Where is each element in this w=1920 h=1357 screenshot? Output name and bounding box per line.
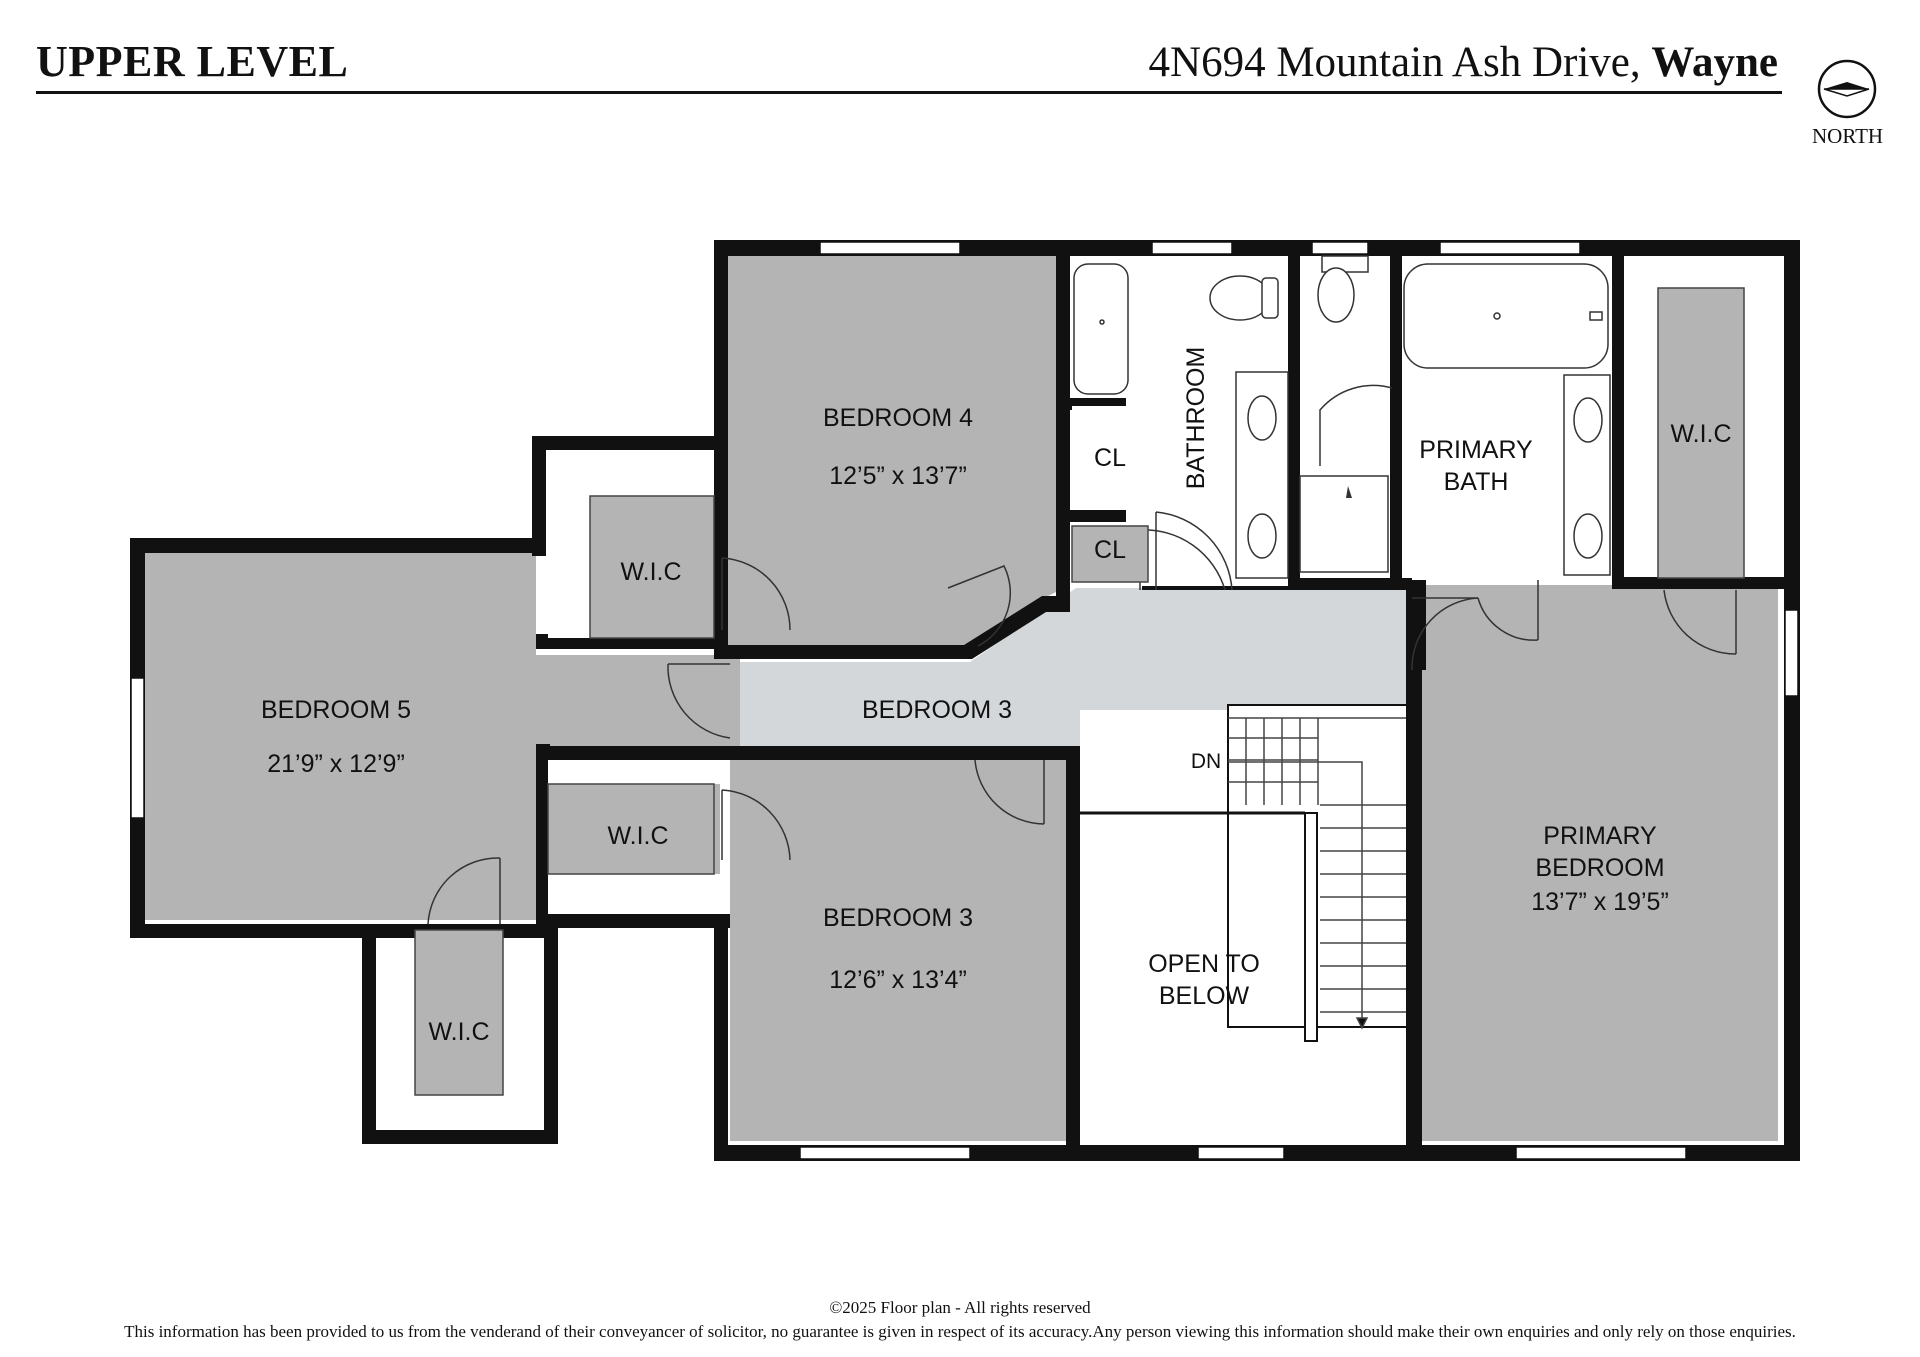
footer-disclaimer: This information has been provided to us from the venderand of their conveyancer of solicitor, no guarantee is given in respect of its accuracy.Any person viewing this information should make their own enquiries and only rely on those enquiries. [124, 1322, 1796, 1341]
wic-bedroom4-label: W.I.C [620, 558, 682, 586]
address-street: 4N694 Mountain Ash Drive, [1148, 39, 1641, 86]
primary-bedroom-label-line1: PRIMARY [1543, 822, 1657, 850]
bedroom-3-size: 12’6” x 13’4” [829, 966, 967, 994]
open-to-below-line1: OPEN TO [1148, 950, 1260, 978]
bedroom-4-area [724, 256, 1060, 648]
address-city: Wayne [1651, 39, 1778, 86]
bedroom-4-size: 12’5” x 13’7” [829, 462, 967, 490]
stairs-down-label: DN [1190, 750, 1222, 773]
level-title: UPPER LEVEL [36, 37, 349, 86]
bathroom-label: BATHROOM [1182, 346, 1210, 490]
compass-label: NORTH [1812, 124, 1884, 148]
bedroom-5-label: BEDROOM 5 [260, 696, 412, 724]
closet-lower-label: CL [1094, 536, 1126, 564]
hall-label: BEDROOM 3 [861, 696, 1013, 724]
wic-bedroom5-label: W.I.C [428, 1018, 490, 1046]
open-to-below-line2: BELOW [1158, 982, 1250, 1010]
primary-bath-label-line2: BATH [1443, 468, 1509, 496]
primary-bath-label-line1: PRIMARY [1419, 436, 1533, 464]
closet-upper-label: CL [1094, 444, 1126, 472]
primary-bedroom-size: 13’7” x 19’5” [1531, 888, 1669, 916]
bedroom-4-label: BEDROOM 4 [822, 404, 974, 432]
bedroom-3-area [730, 757, 1066, 1141]
wic-bedroom3-label: W.I.C [607, 822, 669, 850]
wic-primary-label: W.I.C [1670, 420, 1732, 448]
footer-copyright: ©2025 Floor plan - All rights reserved [829, 1298, 1091, 1317]
bedroom-3-label: BEDROOM 3 [822, 904, 974, 932]
bedroom-5-size: 21’9” x 12’9” [267, 750, 405, 778]
primary-bedroom-label-line2: BEDROOM [1535, 854, 1665, 882]
